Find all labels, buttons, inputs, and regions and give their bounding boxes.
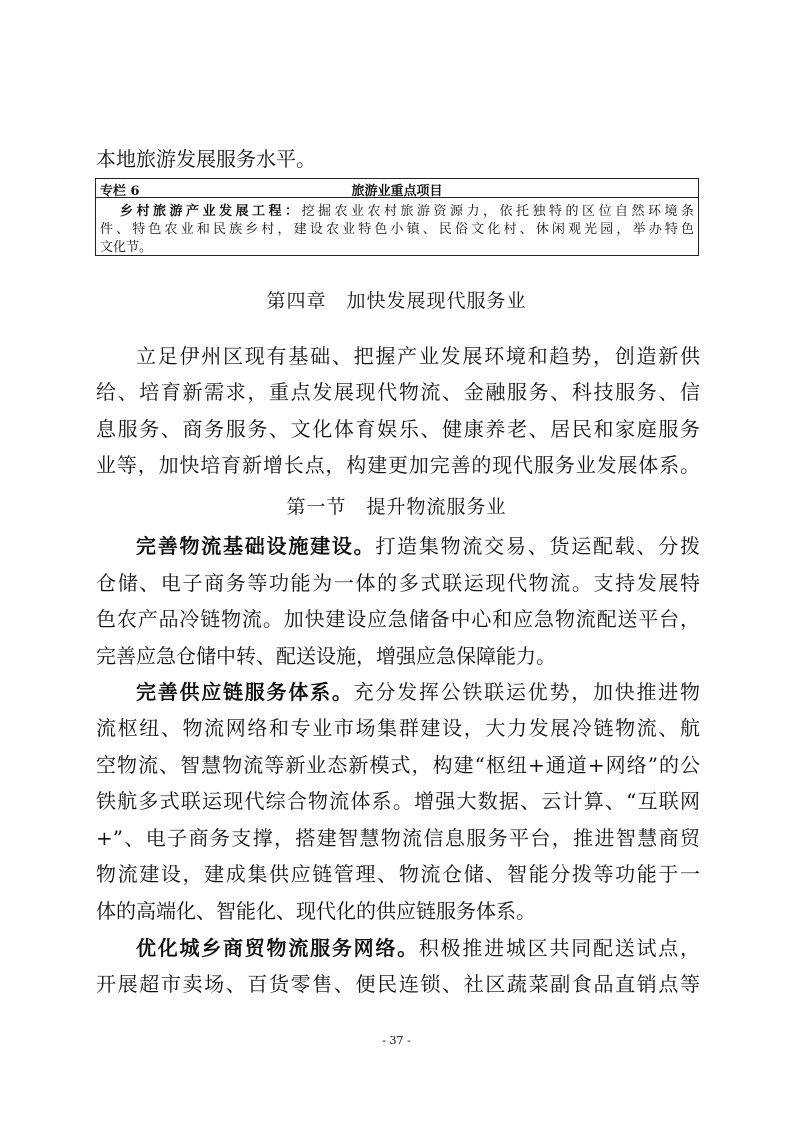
para1-line: 业等，加快培育新增长点，构建更加完善的现代服务业发展体系。 (96, 453, 700, 477)
feature-box-line (120, 200, 694, 219)
para3-first: 充分发挥公铁联运优势，加快推进物 (353, 680, 700, 704)
para4-first-line (136, 932, 700, 961)
para2-line: 仓储、电子商务等功能为一体的多式联运现代物流。支持发展特 (96, 571, 700, 595)
chapter-title: 第四章 加快发展现代服务业 (266, 290, 527, 312)
para3-lead: 完善供应链服务体系。 (136, 680, 354, 704)
para1-line: 立足伊州区现有基础、把握产业发展环境和趋势，创造新供 (136, 344, 700, 368)
feature-box-header (96, 179, 698, 198)
feature-box-lead: 乡村旅游产业发展工程： (120, 204, 302, 219)
para2-line: 色农产品冷链物流。加快建设应急储备中心和应急物流配送平台， (96, 607, 700, 631)
para3-line: +”、电子商务支撑，搭建智慧物流信息服务平台，推进智慧商贸 (96, 826, 700, 850)
feature-box-line2: 件、特色农业和民族乡村，建设农业特色小镇、民俗文化村、休闲观光园，举办特色 (100, 222, 694, 237)
page-number: - 37 - (382, 1034, 411, 1047)
para3-line: 体的高端化、智能化、现代化的供应链服务体系。 (96, 899, 536, 923)
intro-line: 本地旅游发展服务水平。 (96, 147, 316, 171)
feature-box (95, 178, 699, 256)
para3-line: 空物流、智慧物流等新业态新模式，构建“枢纽+通道+网络”的公 (96, 753, 700, 777)
para4-first: 积极推进城区共同配送试点， (418, 936, 700, 960)
para3-line: 物流建设，建成集供应链管理、物流仓储、智能分拨等功能于一 (96, 862, 700, 886)
para1-line: 给、培育新需求，重点发展现代物流、金融服务、科技服务、信 (96, 380, 700, 404)
para2-first: 打造集物流交易、货运配载、分拨 (375, 534, 700, 558)
para3-line: 流枢纽、物流网络和专业市场集群建设，大力发展冷链物流、航 (96, 716, 700, 740)
feature-box-line3: 文化节。 (100, 240, 153, 255)
para2-first-line (136, 530, 700, 559)
para4-lead: 优化城乡商贸物流服务网络。 (136, 936, 419, 960)
para2-line: 完善应急仓储中转、配送设施，增强应急保障能力。 (96, 644, 556, 668)
feature-box-label: 专栏 6 (100, 184, 140, 199)
para3-line: 铁航多式联运现代综合物流体系。增强大数据、云计算、“互联网 (96, 789, 700, 813)
feature-box-title: 旅游业重点项目 (351, 184, 443, 199)
para1-line: 息服务、商务服务、文化体育娱乐、健康养老、居民和家庭服务 (96, 417, 700, 441)
para2-lead: 完善物流基础设施建设。 (136, 534, 376, 558)
feature-box-line1: 挖掘农业农村旅游资源力，依托独特的区位自然环境条 (301, 204, 694, 219)
para4-line: 开展超市卖场、百货零售、便民连锁、社区蔬菜副食品直销点等 (96, 972, 700, 996)
para3-first-line (136, 676, 700, 705)
section-title: 第一节 提升物流服务业 (286, 496, 507, 518)
